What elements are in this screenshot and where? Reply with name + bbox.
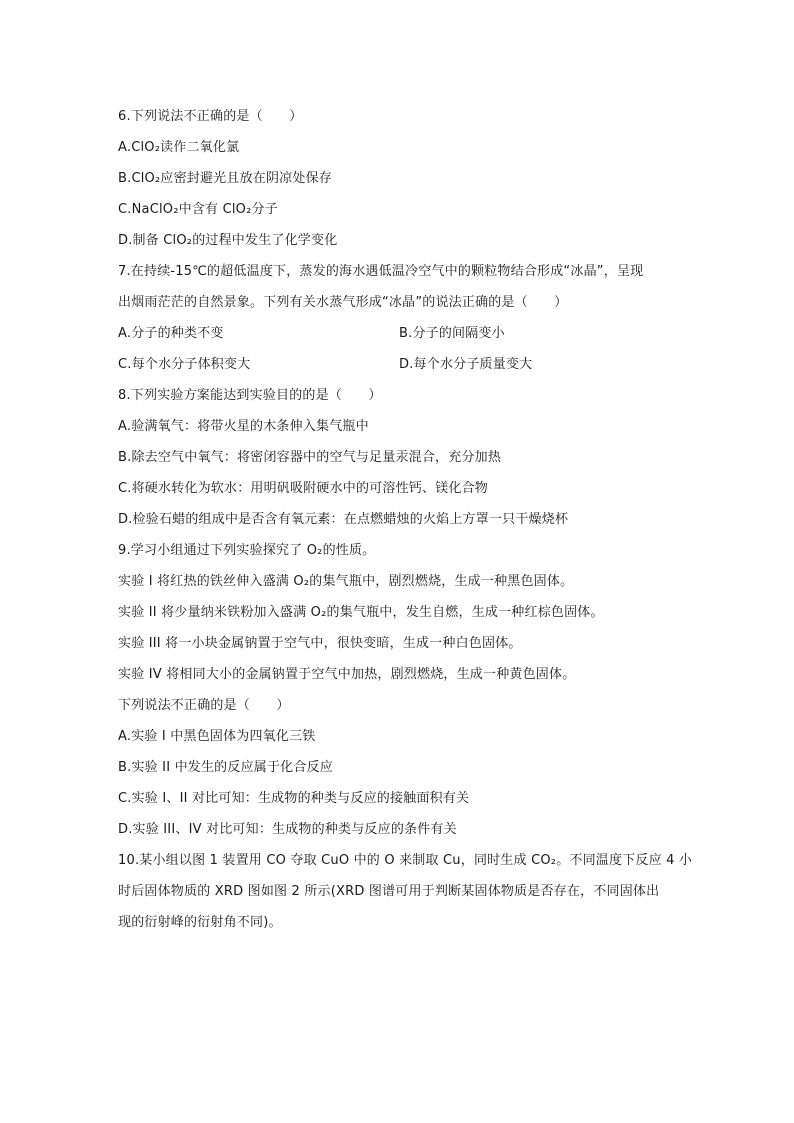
q8-option-a: A.验满氧气：将带火星的木条伸入集气瓶中 — [118, 419, 369, 434]
q7-option-b: B.分子的间隔变小 — [399, 326, 505, 341]
q7-stem-line1: 7.在持续-15℃的超低温度下，蒸发的海水遇低温冷空气中的颗粒物结合形成“冰晶”，呈现 — [118, 264, 644, 279]
q9-experiment-4: 实验 IV 将相同大小的金属钠置于空气中加热，剧烈燃烧，生成一种黄色固体。 — [118, 667, 576, 682]
q9-option-c: C.实验 I、II 对比可知：生成物的种类与反应的接触面积有关 — [118, 791, 470, 806]
q8-option-d: D.检验石蜡的组成中是否含有氧元素：在点燃蜡烛的火焰上方罩一只干燥烧杯 — [118, 512, 569, 527]
q6-option-c: C.NaClO₂中含有 ClO₂分子 — [118, 202, 278, 217]
q7-stem-line2: 出烟雨茫茫的自然景象。下列有关水蒸气形成“冰晶”的说法正确的是（ ） — [118, 295, 568, 310]
q9-option-a: A.实验 I 中黑色固体为四氧化三铁 — [118, 729, 316, 744]
q9-experiment-1: 实验 I 将红热的铁丝伸入盛满 O₂的集气瓶中，剧烈燃烧，生成一种黑色固体。 — [118, 574, 574, 589]
question-content — [118, 101, 693, 938]
q7-options-row2 — [118, 349, 683, 380]
q6-stem: 6.下列说法不正确的是（ ） — [118, 109, 303, 124]
q7-option-d: D.每个水分子质量变大 — [399, 357, 533, 372]
q10-line2: 时后固体物质的 XRD 图如图 2 所示(XRD 图谱可用于判断某固体物质是否存在，不同固体出 — [118, 884, 660, 899]
q10-line1: 10.某小组以图 1 装置用 CO 夺取 CuO 中的 O 来制取 Cu，同时生成 CO₂。不同温度下反应 4 小 — [118, 853, 693, 868]
q7-option-c: C.每个水分子体积变大 — [118, 357, 251, 372]
q9-option-d: D.实验 III、IV 对比可知：生成物的种类与反应的条件有关 — [118, 822, 457, 837]
q9-experiment-2: 实验 II 将少量纳米铁粉加入盛满 O₂的集气瓶中，发生自燃，生成一种红棕色固体。 — [118, 605, 604, 620]
q6-option-a: A.ClO₂读作二氧化氯 — [118, 140, 240, 155]
q6-option-b: B.ClO₂应密封避光且放在阴凉处保存 — [118, 171, 332, 186]
q9-option-b: B.实验 II 中发生的反应属于化合反应 — [118, 760, 333, 775]
q8-option-b: B.除去空气中氧气：将密闭容器中的空气与足量汞混合，充分加热 — [118, 450, 502, 465]
q10-line3: 现的衍射峰的衍射角不同)。 — [118, 915, 282, 930]
q7-options-row1 — [118, 318, 683, 349]
q9-question: 下列说法不正确的是（ ） — [118, 698, 290, 713]
q8-option-c: C.将硬水转化为软水：用明矾吸附硬水中的可溶性钙、镁化合物 — [118, 481, 489, 496]
q6-option-d: D.制备 ClO₂的过程中发生了化学变化 — [118, 233, 338, 248]
q9-stem: 9.学习小组通过下列实验探究了 O₂的性质。 — [118, 543, 376, 558]
q7-option-a: A.分子的种类不变 — [118, 326, 224, 341]
q8-stem: 8.下列实验方案能达到实验目的的是（ ） — [118, 388, 382, 403]
q9-experiment-3: 实验 III 将一小块金属钠置于空气中，很快变暗，生成一种白色固体。 — [118, 636, 522, 651]
